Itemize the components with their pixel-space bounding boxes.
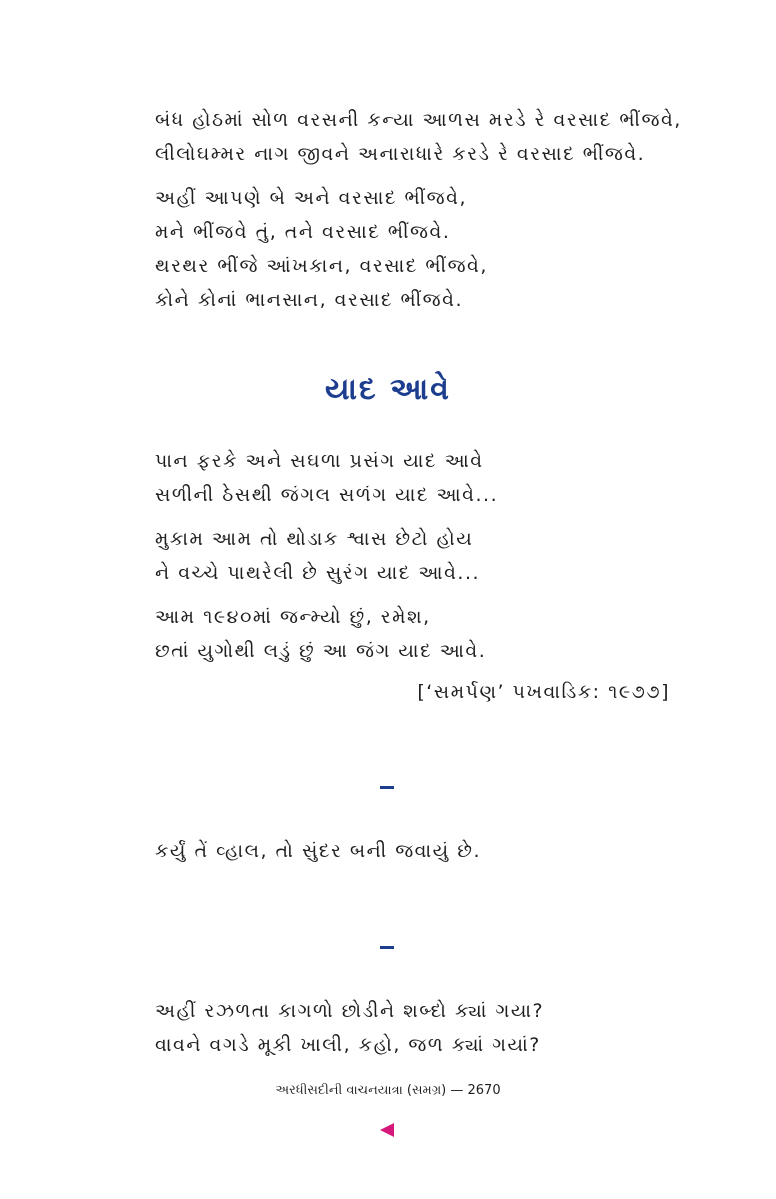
poem-line: બંધ હોઠમાં સોળ વરસની કન્યા આળસ મરડે રે વરસાદ ભીંજવે,: [155, 109, 682, 131]
section-separator: [380, 946, 394, 949]
poem-line: મને ભીંજવે તું, તને વરસાદ ભીંજવે.: [155, 221, 451, 243]
page-footer: અરધીસદીની વાચનયાત્રા (સમગ્ર) — 2670: [275, 1083, 501, 1098]
poem-line: અહીં રઝળતા કાગળો છોડીને શબ્દો ક્યાં ગયા?: [155, 1000, 545, 1022]
poem-line: છતાં યુગોથી લડું છું આ જંગ યાદ આવે.: [155, 640, 487, 662]
poem-line: કર્યું તેં વ્હાલ, તો સુંદર બની જવાયું છે.: [155, 840, 481, 862]
poem-title: યાદ આવે: [325, 372, 451, 407]
poem-line: પાન ફરકે અને સઘળા પ્રસંગ યાદ આવે: [155, 450, 484, 472]
poem-line: અહીં આપણે બે અને વરસાદ ભીંજવે,: [155, 187, 468, 209]
poem-line: મુકામ આમ તો થોડાક શ્વાસ છેટો હોય: [155, 528, 474, 550]
section-separator: [380, 786, 394, 789]
source-citation: [‘સમર્પણ’ પખવાડિક: ૧૯૭૭]: [417, 681, 670, 703]
prev-page-arrow-icon[interactable]: [380, 1123, 394, 1137]
poem-line: થરથર ભીંજે આંખકાન, વરસાદ ભીંજવે,: [155, 255, 488, 277]
poem-line: આમ ૧૯૪૦માં જન્મ્યો છું, રમેશ,: [155, 606, 431, 628]
poem-line: કોને કોનાં ભાનસાન, વરસાદ ભીંજવે.: [155, 289, 464, 311]
poem-line: લીલોઘમ્મર નાગ જીવને અનારાધારે કરડે રે વરસાદ ભીંજવે.: [155, 143, 646, 165]
poem-line: ને વચ્ચે પાથરેલી છે સુરંગ યાદ આવે...: [155, 562, 481, 584]
poem-line: વાવને વગડે મૂકી ખાલી, કહો, જળ ક્યાં ગયાં?: [155, 1034, 541, 1056]
poem-line: સળીની ઠેસથી જંગલ સળંગ યાદ આવે...: [155, 484, 499, 506]
